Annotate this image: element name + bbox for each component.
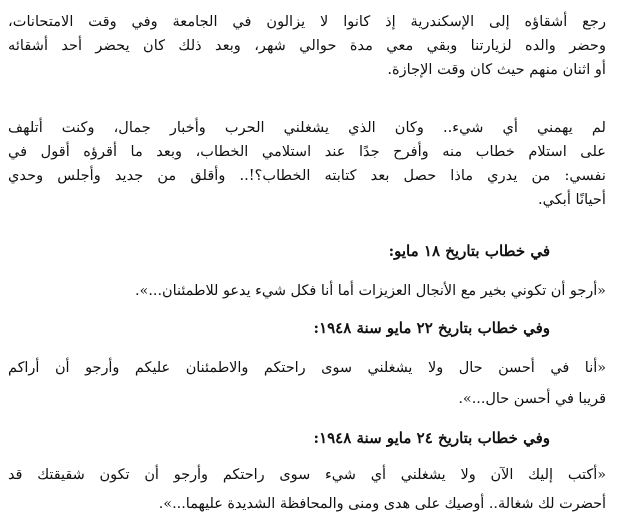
paragraph-line: وحضر والده لزيارتنا وبقي معي مدة حوالي شهر، وبعد ذلك كان يحضر أحد أشقائه bbox=[8, 37, 606, 54]
quote-line: «أرجو أن تكوني بخير مع الأنجال العزيزات أما أنا فكل شيء يدعو للاطمئنان...». bbox=[134, 283, 606, 299]
paragraph-line: رجع أشقاؤه إلى الإسكندرية إذ كانوا لا يزالون في الجامعة وفي وقت الامتحانات، bbox=[8, 13, 606, 30]
letter-heading-1 bbox=[8, 239, 550, 263]
paragraph-2 bbox=[8, 116, 606, 212]
paragraph-line: أحيانًا أبكي. bbox=[537, 191, 606, 208]
letter-heading: وفي خطاب بتاريخ ٢٤ مايو سنة ١٩٤٨: bbox=[313, 429, 550, 447]
paragraph-line: على استلام خطاب منه وأفرح جدًا عند استلامي الخطاب، وبعد ما أقرؤه أقول في bbox=[8, 143, 606, 160]
quote-line: قريبا في أحسن حال...». bbox=[458, 391, 606, 407]
letter-quote-3 bbox=[8, 463, 606, 516]
letter-quote-2 bbox=[8, 356, 606, 411]
quote-line: أحضرت لك شغالة.. أوصيك على هدى ومنى والمحافظة الشديدة عليهما...». bbox=[158, 496, 606, 512]
quote-line: «أنا في أحسن حال ولا يشغلني سوى راحتكم والاطمئنان عليكم وأرجو أن أراكم bbox=[8, 360, 606, 376]
letter-heading: وفي خطاب بتاريخ ٢٢ مايو سنة ١٩٤٨: bbox=[313, 319, 550, 337]
letter-heading-3 bbox=[8, 426, 550, 450]
quote-line: «أكتب إليك الآن ولا يشغلني أي شيء سوى راحتكم وأرجو أن تكون شقيقتك قد bbox=[8, 467, 606, 483]
letter-quote-1 bbox=[8, 279, 606, 303]
letter-heading: في خطاب بتاريخ ١٨ مايو: bbox=[388, 242, 550, 260]
letter-heading-2 bbox=[8, 316, 550, 340]
paragraph-1 bbox=[8, 10, 606, 82]
paragraph-line: نفسي: من يدري ماذا حصل بعد كتابته الخطاب؟!.. وأقلق من جديد وأجلس وحدي bbox=[8, 167, 606, 184]
paragraph-line: لم يهمني أي شيء.. وكان الذي يشغلني الحرب وأخبار جمال، وكنت أتلهف bbox=[8, 119, 606, 136]
paragraph-line: أو اثنان منهم حيث كان وقت الإجازة. bbox=[387, 61, 606, 78]
